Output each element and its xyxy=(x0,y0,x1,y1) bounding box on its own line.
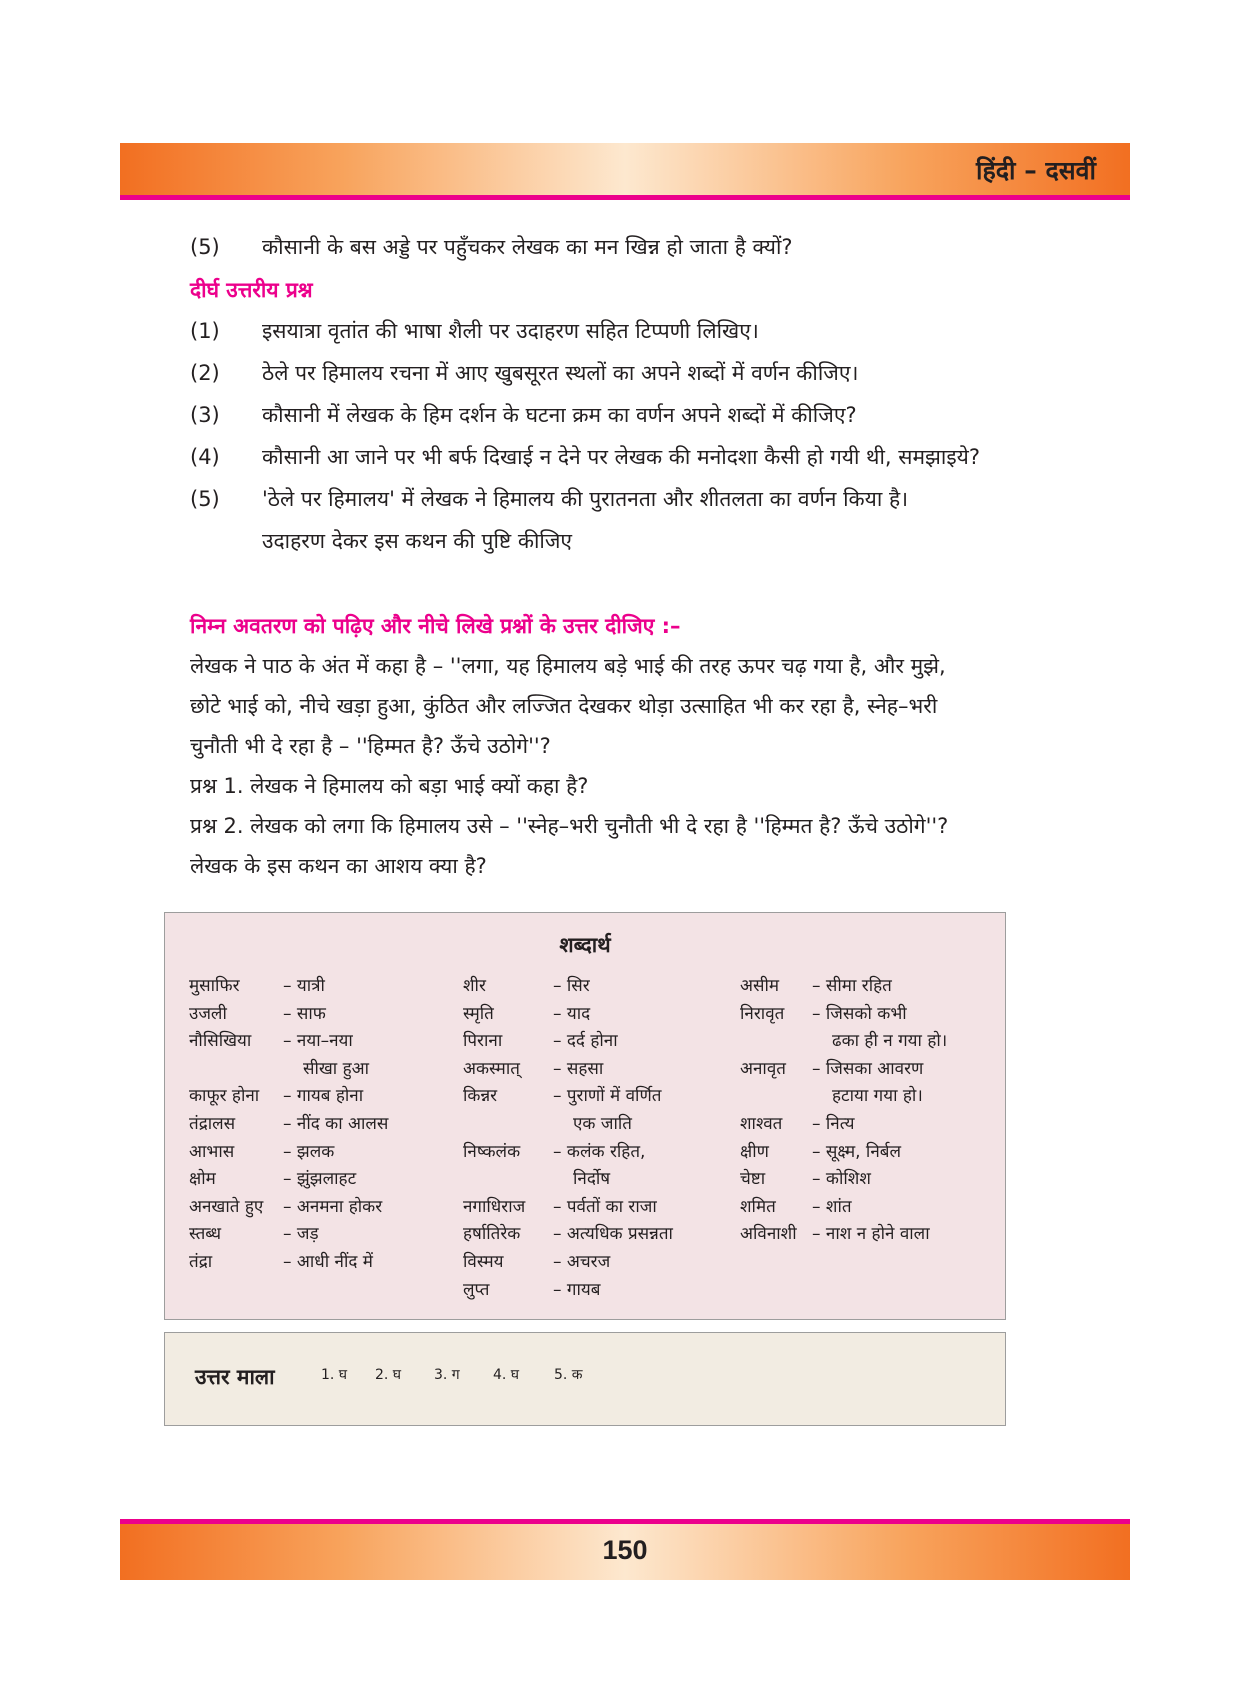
glossary-meaning: निर्दोष xyxy=(573,1169,611,1190)
glossary-meaning: – झलक xyxy=(283,1141,335,1162)
glossary-row xyxy=(463,1056,723,1084)
footer-band xyxy=(120,1519,1130,1580)
glossary-title: शब्दार्थ xyxy=(559,933,611,957)
glossary-meaning: – नित्य xyxy=(812,1113,855,1134)
question-text: कौसानी में लेखक के हिम दर्शन के घटना क्रम का वर्णन अपने शब्दों में कीजिए? xyxy=(262,403,857,427)
question-number: (5) xyxy=(190,235,220,259)
glossary-row xyxy=(740,1083,1000,1111)
glossary-row xyxy=(740,1221,1000,1249)
glossary-row xyxy=(740,1194,1000,1222)
glossary-row xyxy=(463,1083,723,1111)
glossary-meaning: – याद xyxy=(553,1003,591,1024)
glossary-meaning: – नया–नया xyxy=(283,1031,353,1052)
question-number: (5) xyxy=(190,487,220,511)
glossary-meaning: – यात्री xyxy=(283,976,325,996)
glossary-word: असीम xyxy=(740,976,780,996)
passage-line: लेखक ने पाठ के अंत में कहा है – ''लगा, यह हिमालय बड़े भाई की तरह ऊपर चढ़ गया है, और मुझे, xyxy=(190,654,946,678)
glossary-row xyxy=(463,1001,723,1029)
glossary-word: तंद्रालस xyxy=(189,1113,236,1134)
passage-body xyxy=(190,646,1090,886)
glossary-meaning: – गायब होना xyxy=(283,1086,364,1107)
glossary-row xyxy=(189,1028,449,1056)
answer-item: 2. घ xyxy=(375,1367,402,1383)
glossary-word: निरावृत xyxy=(740,1003,785,1024)
glossary-row xyxy=(189,1249,449,1277)
glossary-word: शाश्वत xyxy=(740,1113,783,1134)
glossary-row xyxy=(463,1166,723,1194)
glossary-meaning: – जड़ xyxy=(283,1224,319,1245)
glossary-meaning: – शांत xyxy=(812,1196,852,1217)
question-number: (4) xyxy=(190,445,220,469)
glossary-row xyxy=(189,1001,449,1029)
question-number: (2) xyxy=(190,361,220,385)
glossary-word: स्तब्ध xyxy=(189,1224,222,1245)
glossary-word: मुसाफिर xyxy=(189,976,240,996)
glossary-column-1 xyxy=(189,973,449,1277)
passage-line: छोटे भाई को, नीचे खड़ा हुआ, कुंठित और लज्जित देखकर थोड़ा उत्साहित भी कर रहा है, स्नेह–भरी xyxy=(190,694,938,718)
glossary-meaning: – साफ xyxy=(283,1003,326,1024)
passage-question-1: प्रश्न 1. लेखक ने हिमालय को बड़ा भाई क्यों कहा है? xyxy=(190,774,589,798)
glossary-meaning: ढका ही न गया हो। xyxy=(832,1031,948,1052)
answer-item: 4. घ xyxy=(493,1367,520,1383)
glossary-word: नौसिखिया xyxy=(189,1031,252,1052)
glossary-meaning: – पुराणों में वर्णित xyxy=(553,1086,662,1107)
question-text: ठेले पर हिमालय रचना में आए खुबसूरत स्थलों का अपने शब्दों में वर्णन कीजिए। xyxy=(262,361,859,385)
glossary-row xyxy=(189,1221,449,1249)
header-band xyxy=(120,143,1130,200)
glossary-word: अनावृत xyxy=(740,1058,786,1079)
glossary-row xyxy=(463,1139,723,1167)
glossary-meaning: – कलंक रहित, xyxy=(553,1141,646,1162)
glossary-word: हर्षातिरेक xyxy=(463,1224,521,1245)
glossary-word: अविनाशी xyxy=(740,1224,797,1245)
glossary-row xyxy=(740,1111,1000,1139)
glossary-word: अनखाते हुए xyxy=(189,1196,264,1217)
glossary-row xyxy=(463,1249,723,1277)
glossary-word: उजली xyxy=(189,1003,227,1024)
glossary-word: लुप्त xyxy=(463,1279,490,1300)
glossary-meaning: – पर्वतों का राजा xyxy=(553,1196,657,1217)
glossary-row xyxy=(740,1139,1000,1167)
glossary-row xyxy=(189,1056,449,1084)
glossary-word: शमित xyxy=(740,1196,776,1217)
glossary-row xyxy=(463,1277,723,1305)
glossary-word: स्मृति xyxy=(463,1003,494,1024)
glossary-meaning: – आधी नींद में xyxy=(283,1251,373,1272)
glossary-word: चेष्टा xyxy=(740,1169,766,1190)
glossary-word: क्षोम xyxy=(189,1169,216,1190)
passage-line: चुनौती भी दे रहा है – ''हिम्मत है? ऊँचे उठोगे''? xyxy=(190,734,551,758)
glossary-row xyxy=(463,973,723,1001)
glossary-meaning: – दर्द होना xyxy=(553,1031,618,1052)
glossary-row xyxy=(189,1166,449,1194)
glossary-row xyxy=(189,1111,449,1139)
answer-key-label: उत्तर माला xyxy=(195,1365,275,1389)
glossary-row xyxy=(740,1056,1000,1084)
glossary-word: काफूर होना xyxy=(189,1086,260,1107)
question-text-continued: उदाहरण देकर इस कथन की पुष्टि कीजिए xyxy=(262,529,573,553)
glossary-row xyxy=(189,973,449,1001)
glossary-meaning: सीखा हुआ xyxy=(303,1058,370,1079)
question-number: (3) xyxy=(190,403,220,427)
question-text: इसयात्रा वृतांत की भाषा शैली पर उदाहरण सहित टिप्पणी लिखिए। xyxy=(262,319,759,343)
question-text: 'ठेले पर हिमालय' में लेखक ने हिमालय की पुरातनता और शीतलता का वर्णन किया है। xyxy=(262,487,909,511)
glossary-meaning: एक जाति xyxy=(573,1113,632,1134)
glossary-meaning: – कोशिश xyxy=(812,1169,871,1190)
answer-item: 1. घ xyxy=(321,1367,348,1383)
glossary-meaning: – अनमना होकर xyxy=(283,1196,383,1217)
question-text: कौसानी के बस अड्डे पर पहुँचकर लेखक का मन खिन्न हो जाता है क्यों? xyxy=(262,235,793,259)
answer-item: 5. क xyxy=(554,1367,583,1383)
glossary-meaning: – झुंझलाहट xyxy=(283,1169,357,1190)
glossary-column-2 xyxy=(463,973,723,1304)
glossary-meaning: – जिसका आवरण xyxy=(812,1058,924,1079)
glossary-word: शीर xyxy=(463,976,486,996)
glossary-column-3 xyxy=(740,973,1000,1249)
answer-key-box xyxy=(164,1332,1006,1426)
glossary-word: निष्कलंक xyxy=(463,1141,521,1162)
glossary-meaning: – सूक्ष्म, निर्बल xyxy=(812,1141,902,1162)
glossary-meaning: – गायब xyxy=(553,1279,601,1300)
page-number: 150 xyxy=(602,1535,648,1565)
passage-line: लेखक के इस कथन का आशय क्या है? xyxy=(190,854,487,878)
glossary-meaning: हटाया गया हो। xyxy=(832,1086,923,1107)
long-questions-heading: दीर्घ उत्तरीय प्रश्न xyxy=(190,278,313,302)
glossary-meaning: – अचरज xyxy=(553,1251,611,1272)
glossary-row xyxy=(189,1194,449,1222)
glossary-row xyxy=(463,1028,723,1056)
glossary-box xyxy=(164,912,1006,1320)
glossary-meaning: – अत्यधिक प्रसन्नता xyxy=(553,1224,673,1245)
glossary-word: आभास xyxy=(189,1141,235,1162)
glossary-word: किन्नर xyxy=(463,1086,498,1107)
glossary-meaning: – नींद का आलस xyxy=(283,1113,389,1134)
header-title: हिंदी – दसवीं xyxy=(976,156,1096,185)
glossary-word: क्षीण xyxy=(740,1141,769,1162)
glossary-word: विस्मय xyxy=(463,1251,504,1272)
glossary-meaning: – सीमा रहित xyxy=(812,976,892,996)
answer-item: 3. ग xyxy=(434,1367,460,1383)
passage-heading: निम्न अवतरण को पढ़िए और नीचे लिखे प्रश्नों के उत्तर दीजिए :– xyxy=(190,614,681,638)
glossary-word: अकस्मात् xyxy=(463,1058,520,1079)
glossary-row xyxy=(463,1221,723,1249)
glossary-meaning: – सहसा xyxy=(553,1058,604,1079)
glossary-row xyxy=(189,1083,449,1111)
glossary-row xyxy=(463,1111,723,1139)
glossary-meaning: – सिर xyxy=(553,976,590,996)
glossary-word: नगाधिराज xyxy=(463,1196,526,1217)
glossary-row xyxy=(740,1001,1000,1029)
question-number: (1) xyxy=(190,319,220,343)
question-text: कौसानी आ जाने पर भी बर्फ दिखाई न देने पर लेखक की मनोदशा कैसी हो गयी थी, समझाइये? xyxy=(262,445,980,469)
glossary-row xyxy=(463,1194,723,1222)
glossary-word: तंद्रा xyxy=(189,1251,213,1272)
passage-question-2: प्रश्न 2. लेखक को लगा कि हिमालय उसे – ''स्नेह–भरी चुनौती भी दे रहा है ''हिम्मत है? ऊँचे उठोगे''? xyxy=(190,814,949,838)
glossary-row xyxy=(740,1166,1000,1194)
glossary-row xyxy=(740,973,1000,1001)
glossary-row xyxy=(740,1028,1000,1056)
glossary-meaning: – नाश न होने वाला xyxy=(812,1224,930,1245)
glossary-word: पिराना xyxy=(463,1031,503,1052)
glossary-meaning: – जिसको कभी xyxy=(812,1003,907,1024)
glossary-row xyxy=(189,1139,449,1167)
